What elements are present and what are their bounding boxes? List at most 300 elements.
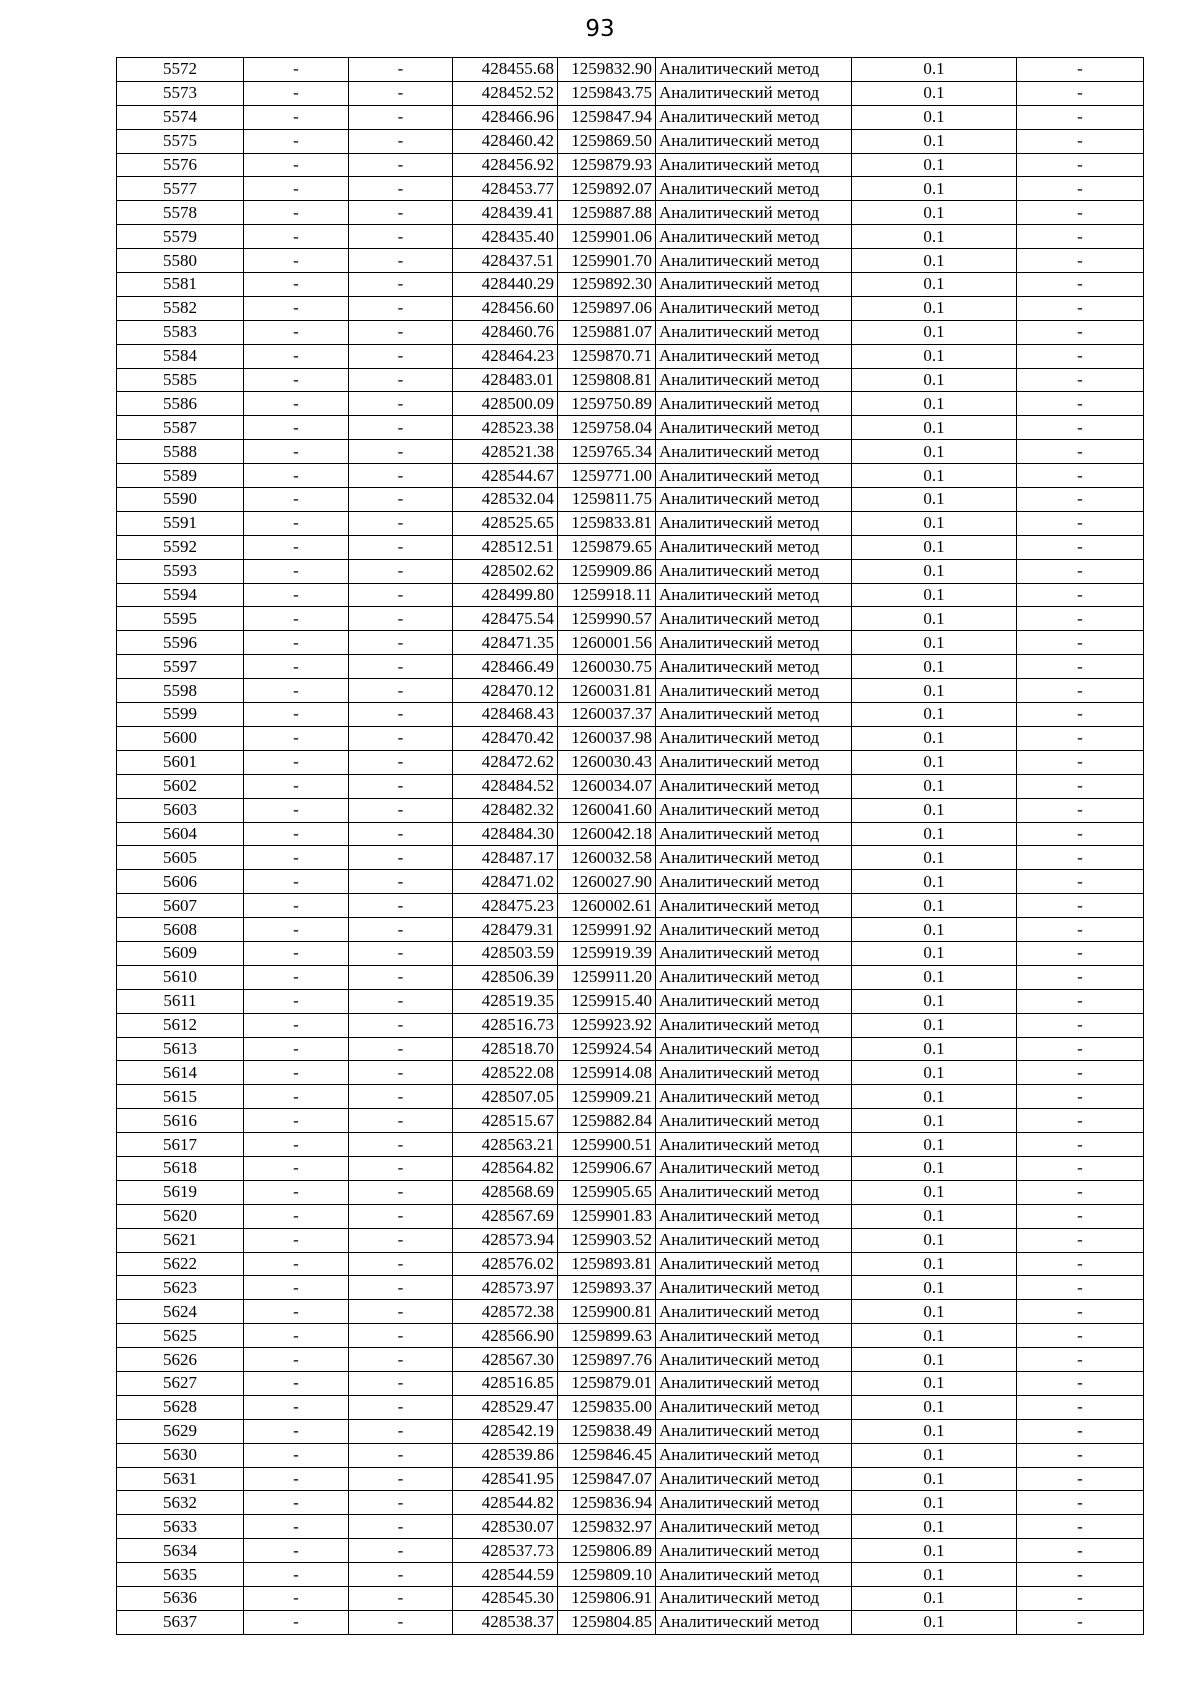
table-row bbox=[117, 1587, 1144, 1611]
empty-dash-cell: - bbox=[244, 703, 349, 727]
precision-cell: 0.1 bbox=[852, 1061, 1017, 1085]
precision-cell: 0.1 bbox=[852, 249, 1017, 273]
x-coordinate-cell: 428567.30 bbox=[453, 1348, 558, 1372]
method-cell: Аналитический метод bbox=[656, 488, 852, 512]
x-coordinate-cell: 428537.73 bbox=[453, 1539, 558, 1563]
y-coordinate-cell: 1259923.92 bbox=[558, 1013, 656, 1037]
empty-dash-cell: - bbox=[349, 344, 453, 368]
empty-dash-cell: - bbox=[244, 320, 349, 344]
empty-dash-cell: - bbox=[349, 225, 453, 249]
y-coordinate-cell: 1259893.81 bbox=[558, 1252, 656, 1276]
precision-cell: 0.1 bbox=[852, 655, 1017, 679]
method-cell: Аналитический метод bbox=[656, 153, 852, 177]
empty-dash-cell: - bbox=[1017, 81, 1144, 105]
point-number-cell: 5586 bbox=[117, 392, 244, 416]
empty-dash-cell: - bbox=[244, 846, 349, 870]
empty-dash-cell: - bbox=[244, 1109, 349, 1133]
precision-cell: 0.1 bbox=[852, 1491, 1017, 1515]
empty-dash-cell: - bbox=[1017, 1491, 1144, 1515]
y-coordinate-cell: 1259892.07 bbox=[558, 177, 656, 201]
table-row bbox=[117, 105, 1144, 129]
point-number-cell: 5634 bbox=[117, 1539, 244, 1563]
y-coordinate-cell: 1259765.34 bbox=[558, 440, 656, 464]
table-row bbox=[117, 655, 1144, 679]
empty-dash-cell: - bbox=[349, 1443, 453, 1467]
point-number-cell: 5610 bbox=[117, 965, 244, 989]
x-coordinate-cell: 428471.35 bbox=[453, 631, 558, 655]
y-coordinate-cell: 1260042.18 bbox=[558, 822, 656, 846]
y-coordinate-cell: 1259806.89 bbox=[558, 1539, 656, 1563]
precision-cell: 0.1 bbox=[852, 559, 1017, 583]
empty-dash-cell: - bbox=[349, 464, 453, 488]
method-cell: Аналитический метод bbox=[656, 1539, 852, 1563]
point-number-cell: 5615 bbox=[117, 1085, 244, 1109]
precision-cell: 0.1 bbox=[852, 1419, 1017, 1443]
x-coordinate-cell: 428568.69 bbox=[453, 1180, 558, 1204]
table-row bbox=[117, 1037, 1144, 1061]
x-coordinate-cell: 428564.82 bbox=[453, 1156, 558, 1180]
x-coordinate-cell: 428472.62 bbox=[453, 750, 558, 774]
point-number-cell: 5575 bbox=[117, 129, 244, 153]
empty-dash-cell: - bbox=[1017, 1348, 1144, 1372]
y-coordinate-cell: 1259882.84 bbox=[558, 1109, 656, 1133]
method-cell: Аналитический метод bbox=[656, 918, 852, 942]
point-number-cell: 5582 bbox=[117, 296, 244, 320]
empty-dash-cell: - bbox=[1017, 201, 1144, 225]
table-row bbox=[117, 1133, 1144, 1157]
empty-dash-cell: - bbox=[244, 392, 349, 416]
y-coordinate-cell: 1259771.00 bbox=[558, 464, 656, 488]
x-coordinate-cell: 428512.51 bbox=[453, 535, 558, 559]
method-cell: Аналитический метод bbox=[656, 344, 852, 368]
y-coordinate-cell: 1260032.58 bbox=[558, 846, 656, 870]
empty-dash-cell: - bbox=[349, 989, 453, 1013]
method-cell: Аналитический метод bbox=[656, 129, 852, 153]
table-body bbox=[117, 58, 1144, 1635]
table-row bbox=[117, 488, 1144, 512]
point-number-cell: 5637 bbox=[117, 1610, 244, 1634]
point-number-cell: 5604 bbox=[117, 822, 244, 846]
table-row bbox=[117, 1013, 1144, 1037]
empty-dash-cell: - bbox=[349, 1276, 453, 1300]
y-coordinate-cell: 1260041.60 bbox=[558, 798, 656, 822]
point-number-cell: 5623 bbox=[117, 1276, 244, 1300]
y-coordinate-cell: 1260031.81 bbox=[558, 679, 656, 703]
empty-dash-cell: - bbox=[1017, 296, 1144, 320]
x-coordinate-cell: 428502.62 bbox=[453, 559, 558, 583]
y-coordinate-cell: 1259881.07 bbox=[558, 320, 656, 344]
empty-dash-cell: - bbox=[349, 1348, 453, 1372]
empty-dash-cell: - bbox=[244, 1443, 349, 1467]
empty-dash-cell: - bbox=[244, 989, 349, 1013]
empty-dash-cell: - bbox=[349, 1419, 453, 1443]
empty-dash-cell: - bbox=[1017, 1371, 1144, 1395]
table-row bbox=[117, 607, 1144, 631]
empty-dash-cell: - bbox=[349, 918, 453, 942]
table-row bbox=[117, 774, 1144, 798]
table-row bbox=[117, 726, 1144, 750]
empty-dash-cell: - bbox=[1017, 1587, 1144, 1611]
empty-dash-cell: - bbox=[349, 201, 453, 225]
precision-cell: 0.1 bbox=[852, 1443, 1017, 1467]
empty-dash-cell: - bbox=[244, 607, 349, 631]
x-coordinate-cell: 428539.86 bbox=[453, 1443, 558, 1467]
empty-dash-cell: - bbox=[244, 1371, 349, 1395]
point-number-cell: 5594 bbox=[117, 583, 244, 607]
empty-dash-cell: - bbox=[349, 81, 453, 105]
empty-dash-cell: - bbox=[349, 822, 453, 846]
y-coordinate-cell: 1259990.57 bbox=[558, 607, 656, 631]
point-number-cell: 5602 bbox=[117, 774, 244, 798]
precision-cell: 0.1 bbox=[852, 129, 1017, 153]
precision-cell: 0.1 bbox=[852, 535, 1017, 559]
method-cell: Аналитический метод bbox=[656, 225, 852, 249]
table-row bbox=[117, 201, 1144, 225]
y-coordinate-cell: 1259909.21 bbox=[558, 1085, 656, 1109]
empty-dash-cell: - bbox=[244, 822, 349, 846]
precision-cell: 0.1 bbox=[852, 320, 1017, 344]
empty-dash-cell: - bbox=[349, 559, 453, 583]
empty-dash-cell: - bbox=[244, 273, 349, 297]
table-row bbox=[117, 1348, 1144, 1372]
x-coordinate-cell: 428542.19 bbox=[453, 1419, 558, 1443]
point-number-cell: 5605 bbox=[117, 846, 244, 870]
empty-dash-cell: - bbox=[349, 249, 453, 273]
point-number-cell: 5631 bbox=[117, 1467, 244, 1491]
empty-dash-cell: - bbox=[244, 416, 349, 440]
method-cell: Аналитический метод bbox=[656, 1276, 852, 1300]
table-row bbox=[117, 679, 1144, 703]
point-number-cell: 5584 bbox=[117, 344, 244, 368]
y-coordinate-cell: 1259897.76 bbox=[558, 1348, 656, 1372]
empty-dash-cell: - bbox=[1017, 1467, 1144, 1491]
empty-dash-cell: - bbox=[1017, 1443, 1144, 1467]
x-coordinate-cell: 428464.23 bbox=[453, 344, 558, 368]
precision-cell: 0.1 bbox=[852, 1252, 1017, 1276]
precision-cell: 0.1 bbox=[852, 392, 1017, 416]
x-coordinate-cell: 428452.52 bbox=[453, 81, 558, 105]
empty-dash-cell: - bbox=[1017, 679, 1144, 703]
y-coordinate-cell: 1259900.81 bbox=[558, 1300, 656, 1324]
method-cell: Аналитический метод bbox=[656, 941, 852, 965]
x-coordinate-cell: 428479.31 bbox=[453, 918, 558, 942]
empty-dash-cell: - bbox=[1017, 511, 1144, 535]
empty-dash-cell: - bbox=[244, 511, 349, 535]
precision-cell: 0.1 bbox=[852, 344, 1017, 368]
method-cell: Аналитический метод bbox=[656, 1037, 852, 1061]
empty-dash-cell: - bbox=[349, 1610, 453, 1634]
empty-dash-cell: - bbox=[349, 703, 453, 727]
x-coordinate-cell: 428573.94 bbox=[453, 1228, 558, 1252]
point-number-cell: 5580 bbox=[117, 249, 244, 273]
x-coordinate-cell: 428563.21 bbox=[453, 1133, 558, 1157]
precision-cell: 0.1 bbox=[852, 464, 1017, 488]
y-coordinate-cell: 1259832.97 bbox=[558, 1515, 656, 1539]
empty-dash-cell: - bbox=[1017, 607, 1144, 631]
precision-cell: 0.1 bbox=[852, 440, 1017, 464]
method-cell: Аналитический метод bbox=[656, 655, 852, 679]
method-cell: Аналитический метод bbox=[656, 273, 852, 297]
point-number-cell: 5574 bbox=[117, 105, 244, 129]
y-coordinate-cell: 1259809.10 bbox=[558, 1563, 656, 1587]
point-number-cell: 5612 bbox=[117, 1013, 244, 1037]
y-coordinate-cell: 1259832.90 bbox=[558, 58, 656, 82]
table-row bbox=[117, 273, 1144, 297]
empty-dash-cell: - bbox=[244, 1395, 349, 1419]
empty-dash-cell: - bbox=[244, 368, 349, 392]
y-coordinate-cell: 1259758.04 bbox=[558, 416, 656, 440]
x-coordinate-cell: 428456.92 bbox=[453, 153, 558, 177]
point-number-cell: 5620 bbox=[117, 1204, 244, 1228]
empty-dash-cell: - bbox=[1017, 58, 1144, 82]
empty-dash-cell: - bbox=[244, 177, 349, 201]
point-number-cell: 5579 bbox=[117, 225, 244, 249]
empty-dash-cell: - bbox=[349, 273, 453, 297]
method-cell: Аналитический метод bbox=[656, 1610, 852, 1634]
method-cell: Аналитический метод bbox=[656, 1491, 852, 1515]
y-coordinate-cell: 1260037.98 bbox=[558, 726, 656, 750]
table-row bbox=[117, 918, 1144, 942]
precision-cell: 0.1 bbox=[852, 941, 1017, 965]
table-row bbox=[117, 1109, 1144, 1133]
precision-cell: 0.1 bbox=[852, 511, 1017, 535]
empty-dash-cell: - bbox=[349, 726, 453, 750]
method-cell: Аналитический метод bbox=[656, 1085, 852, 1109]
precision-cell: 0.1 bbox=[852, 1156, 1017, 1180]
precision-cell: 0.1 bbox=[852, 774, 1017, 798]
method-cell: Аналитический метод bbox=[656, 1395, 852, 1419]
y-coordinate-cell: 1259901.06 bbox=[558, 225, 656, 249]
table-row bbox=[117, 965, 1144, 989]
method-cell: Аналитический метод bbox=[656, 1252, 852, 1276]
empty-dash-cell: - bbox=[244, 965, 349, 989]
x-coordinate-cell: 428545.30 bbox=[453, 1587, 558, 1611]
method-cell: Аналитический метод bbox=[656, 201, 852, 225]
empty-dash-cell: - bbox=[244, 774, 349, 798]
x-coordinate-cell: 428566.90 bbox=[453, 1324, 558, 1348]
point-number-cell: 5600 bbox=[117, 726, 244, 750]
method-cell: Аналитический метод bbox=[656, 631, 852, 655]
point-number-cell: 5611 bbox=[117, 989, 244, 1013]
empty-dash-cell: - bbox=[244, 440, 349, 464]
table-row bbox=[117, 1610, 1144, 1634]
x-coordinate-cell: 428506.39 bbox=[453, 965, 558, 989]
table-row bbox=[117, 1563, 1144, 1587]
point-number-cell: 5598 bbox=[117, 679, 244, 703]
precision-cell: 0.1 bbox=[852, 989, 1017, 1013]
empty-dash-cell: - bbox=[1017, 488, 1144, 512]
empty-dash-cell: - bbox=[244, 1228, 349, 1252]
empty-dash-cell: - bbox=[244, 750, 349, 774]
precision-cell: 0.1 bbox=[852, 1587, 1017, 1611]
empty-dash-cell: - bbox=[244, 894, 349, 918]
point-number-cell: 5601 bbox=[117, 750, 244, 774]
x-coordinate-cell: 428516.73 bbox=[453, 1013, 558, 1037]
method-cell: Аналитический метод bbox=[656, 894, 852, 918]
table-row bbox=[117, 559, 1144, 583]
x-coordinate-cell: 428483.01 bbox=[453, 368, 558, 392]
method-cell: Аналитический метод bbox=[656, 1228, 852, 1252]
empty-dash-cell: - bbox=[244, 1085, 349, 1109]
precision-cell: 0.1 bbox=[852, 1515, 1017, 1539]
point-number-cell: 5572 bbox=[117, 58, 244, 82]
x-coordinate-cell: 428437.51 bbox=[453, 249, 558, 273]
empty-dash-cell: - bbox=[1017, 989, 1144, 1013]
y-coordinate-cell: 1260002.61 bbox=[558, 894, 656, 918]
table-row bbox=[117, 822, 1144, 846]
method-cell: Аналитический метод bbox=[656, 774, 852, 798]
empty-dash-cell: - bbox=[1017, 177, 1144, 201]
y-coordinate-cell: 1259835.00 bbox=[558, 1395, 656, 1419]
y-coordinate-cell: 1259833.81 bbox=[558, 511, 656, 535]
empty-dash-cell: - bbox=[1017, 655, 1144, 679]
point-number-cell: 5573 bbox=[117, 81, 244, 105]
empty-dash-cell: - bbox=[349, 1300, 453, 1324]
method-cell: Аналитический метод bbox=[656, 846, 852, 870]
x-coordinate-cell: 428525.65 bbox=[453, 511, 558, 535]
precision-cell: 0.1 bbox=[852, 153, 1017, 177]
x-coordinate-cell: 428456.60 bbox=[453, 296, 558, 320]
empty-dash-cell: - bbox=[244, 918, 349, 942]
empty-dash-cell: - bbox=[349, 416, 453, 440]
point-number-cell: 5583 bbox=[117, 320, 244, 344]
empty-dash-cell: - bbox=[244, 1563, 349, 1587]
table-row bbox=[117, 631, 1144, 655]
point-number-cell: 5577 bbox=[117, 177, 244, 201]
precision-cell: 0.1 bbox=[852, 368, 1017, 392]
precision-cell: 0.1 bbox=[852, 1610, 1017, 1634]
y-coordinate-cell: 1259847.94 bbox=[558, 105, 656, 129]
empty-dash-cell: - bbox=[1017, 368, 1144, 392]
x-coordinate-cell: 428475.23 bbox=[453, 894, 558, 918]
table-row bbox=[117, 464, 1144, 488]
point-number-cell: 5607 bbox=[117, 894, 244, 918]
empty-dash-cell: - bbox=[244, 81, 349, 105]
x-coordinate-cell: 428470.12 bbox=[453, 679, 558, 703]
table-row bbox=[117, 798, 1144, 822]
table-row bbox=[117, 1252, 1144, 1276]
table-row bbox=[117, 440, 1144, 464]
y-coordinate-cell: 1260037.37 bbox=[558, 703, 656, 727]
empty-dash-cell: - bbox=[349, 1156, 453, 1180]
empty-dash-cell: - bbox=[244, 201, 349, 225]
x-coordinate-cell: 428518.70 bbox=[453, 1037, 558, 1061]
x-coordinate-cell: 428460.76 bbox=[453, 320, 558, 344]
precision-cell: 0.1 bbox=[852, 726, 1017, 750]
method-cell: Аналитический метод bbox=[656, 1156, 852, 1180]
y-coordinate-cell: 1259915.40 bbox=[558, 989, 656, 1013]
empty-dash-cell: - bbox=[349, 631, 453, 655]
empty-dash-cell: - bbox=[349, 488, 453, 512]
x-coordinate-cell: 428471.02 bbox=[453, 870, 558, 894]
empty-dash-cell: - bbox=[349, 1133, 453, 1157]
method-cell: Аналитический метод bbox=[656, 1013, 852, 1037]
method-cell: Аналитический метод bbox=[656, 726, 852, 750]
empty-dash-cell: - bbox=[1017, 320, 1144, 344]
empty-dash-cell: - bbox=[1017, 1109, 1144, 1133]
empty-dash-cell: - bbox=[244, 1013, 349, 1037]
empty-dash-cell: - bbox=[1017, 1324, 1144, 1348]
table-row bbox=[117, 583, 1144, 607]
empty-dash-cell: - bbox=[244, 870, 349, 894]
point-number-cell: 5630 bbox=[117, 1443, 244, 1467]
method-cell: Аналитический метод bbox=[656, 416, 852, 440]
empty-dash-cell: - bbox=[349, 440, 453, 464]
empty-dash-cell: - bbox=[1017, 1252, 1144, 1276]
table-row bbox=[117, 58, 1144, 82]
empty-dash-cell: - bbox=[349, 1204, 453, 1228]
method-cell: Аналитический метод bbox=[656, 1324, 852, 1348]
empty-dash-cell: - bbox=[349, 583, 453, 607]
empty-dash-cell: - bbox=[349, 941, 453, 965]
y-coordinate-cell: 1259750.89 bbox=[558, 392, 656, 416]
table-row bbox=[117, 1539, 1144, 1563]
empty-dash-cell: - bbox=[1017, 965, 1144, 989]
precision-cell: 0.1 bbox=[852, 488, 1017, 512]
empty-dash-cell: - bbox=[349, 655, 453, 679]
precision-cell: 0.1 bbox=[852, 631, 1017, 655]
empty-dash-cell: - bbox=[1017, 1180, 1144, 1204]
x-coordinate-cell: 428544.82 bbox=[453, 1491, 558, 1515]
x-coordinate-cell: 428522.08 bbox=[453, 1061, 558, 1085]
precision-cell: 0.1 bbox=[852, 1085, 1017, 1109]
x-coordinate-cell: 428455.68 bbox=[453, 58, 558, 82]
empty-dash-cell: - bbox=[1017, 559, 1144, 583]
point-number-cell: 5617 bbox=[117, 1133, 244, 1157]
precision-cell: 0.1 bbox=[852, 894, 1017, 918]
empty-dash-cell: - bbox=[244, 726, 349, 750]
table-row bbox=[117, 846, 1144, 870]
method-cell: Аналитический метод bbox=[656, 177, 852, 201]
precision-cell: 0.1 bbox=[852, 1180, 1017, 1204]
table-row bbox=[117, 941, 1144, 965]
y-coordinate-cell: 1259901.83 bbox=[558, 1204, 656, 1228]
point-number-cell: 5593 bbox=[117, 559, 244, 583]
empty-dash-cell: - bbox=[1017, 535, 1144, 559]
empty-dash-cell: - bbox=[1017, 464, 1144, 488]
y-coordinate-cell: 1259909.86 bbox=[558, 559, 656, 583]
empty-dash-cell: - bbox=[1017, 822, 1144, 846]
empty-dash-cell: - bbox=[1017, 941, 1144, 965]
table-row bbox=[117, 1467, 1144, 1491]
empty-dash-cell: - bbox=[1017, 416, 1144, 440]
empty-dash-cell: - bbox=[1017, 1419, 1144, 1443]
empty-dash-cell: - bbox=[1017, 1037, 1144, 1061]
empty-dash-cell: - bbox=[349, 320, 453, 344]
y-coordinate-cell: 1260001.56 bbox=[558, 631, 656, 655]
empty-dash-cell: - bbox=[244, 129, 349, 153]
x-coordinate-cell: 428572.38 bbox=[453, 1300, 558, 1324]
empty-dash-cell: - bbox=[1017, 1515, 1144, 1539]
point-number-cell: 5636 bbox=[117, 1587, 244, 1611]
y-coordinate-cell: 1260034.07 bbox=[558, 774, 656, 798]
table-row bbox=[117, 320, 1144, 344]
table-row bbox=[117, 1371, 1144, 1395]
x-coordinate-cell: 428541.95 bbox=[453, 1467, 558, 1491]
x-coordinate-cell: 428532.04 bbox=[453, 488, 558, 512]
empty-dash-cell: - bbox=[349, 392, 453, 416]
point-number-cell: 5621 bbox=[117, 1228, 244, 1252]
y-coordinate-cell: 1259811.75 bbox=[558, 488, 656, 512]
method-cell: Аналитический метод bbox=[656, 1371, 852, 1395]
method-cell: Аналитический метод bbox=[656, 798, 852, 822]
table-row bbox=[117, 1061, 1144, 1085]
y-coordinate-cell: 1259870.71 bbox=[558, 344, 656, 368]
table-row bbox=[117, 368, 1144, 392]
point-number-cell: 5608 bbox=[117, 918, 244, 942]
method-cell: Аналитический метод bbox=[656, 1133, 852, 1157]
empty-dash-cell: - bbox=[349, 846, 453, 870]
